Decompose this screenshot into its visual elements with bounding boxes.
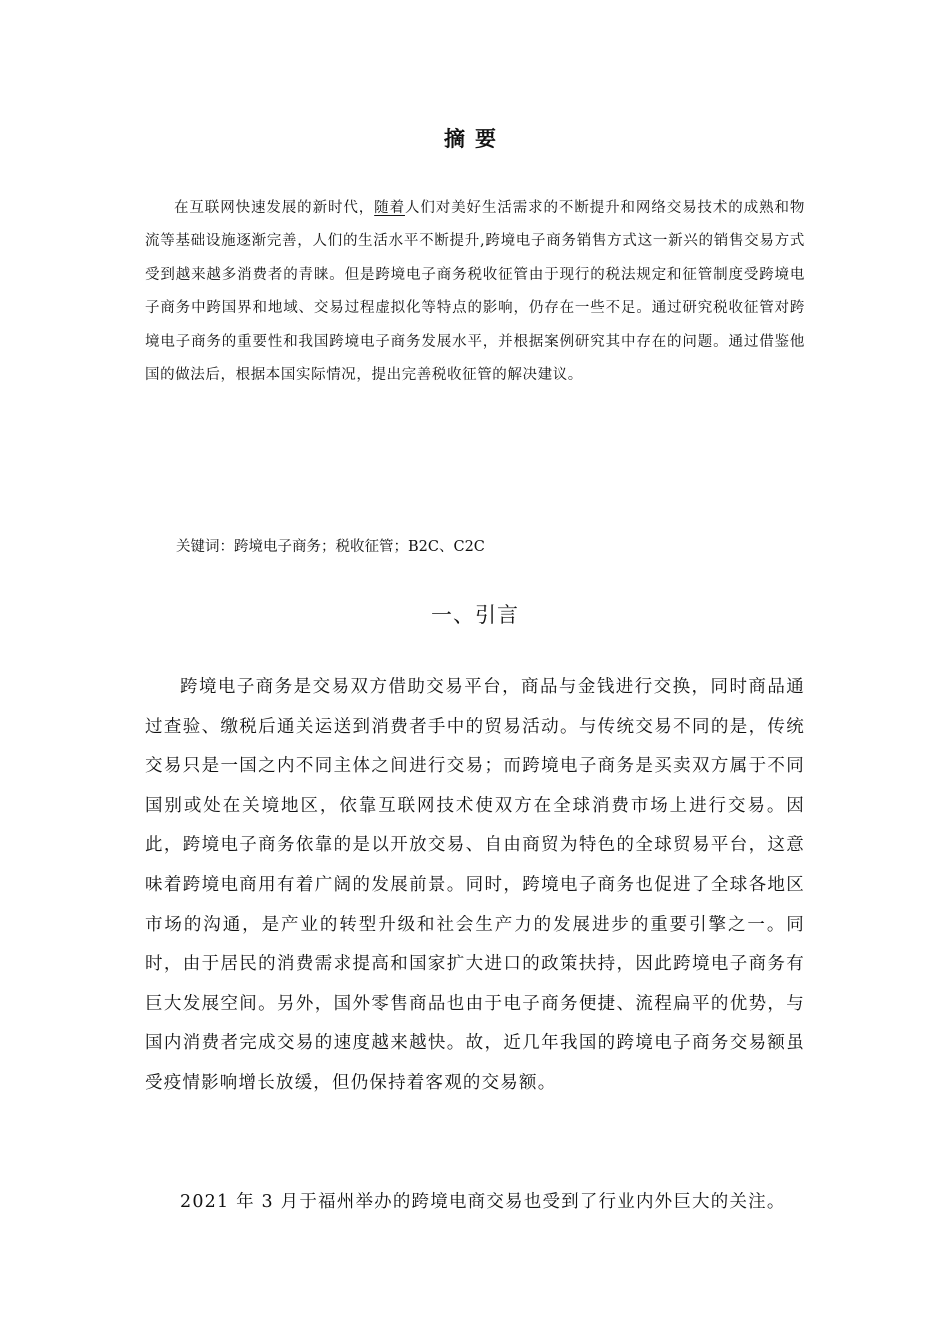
abstract-title: 摘要 (444, 127, 506, 151)
introduction-paragraph-2: 2021 年 3 月于福州举办的跨境电商交易也受到了行业内外巨大的关注。 (180, 1192, 786, 1212)
abstract-text-rest: 人们对美好生活需求的不断提升和网络交易技术的成熟和物流等基础设施逐渐完善，人们的生活水平不断提升,跨境电子商务销售方式这一新兴的销售交易方式受到越来越多消费者的青睐。但是跨境电子商务税收征管由于现行的税法规定和征管制度受跨境电子商务中跨国界和地域、交易过程虚拟化等特点的影响，仍存在一些不足。通过研究税收征管对跨境电子商务的重要性和我国跨境电子商务发展水平，并根据案例研究其中存在的问题。通过借鉴他国的做法后，根据本国实际情况，提出完善税收征管的解决建议。 (145, 200, 805, 384)
keywords-values: 跨境电子商务；税收征管；B2C、C2C (234, 539, 485, 555)
abstract-paragraph (145, 192, 805, 392)
abstract-underlined-word: 随着 (374, 200, 405, 216)
introduction-paragraph-1: 跨境电子商务是交易双方借助交易平台，商品与金钱进行交换，同时商品通过查验、缴税后通关运送到消费者手中的贸易活动。与传统交易不同的是，传统交易只是一国之内不同主体之间进行交易；而跨境电子商务是买卖双方属于不同国别或处在关境地区，依靠互联网技术使双方在全球消费市场上进行交易。因此，跨境电子商务依靠的是以开放交易、自由商贸为特色的全球贸易平台，这意味着跨境电商用有着广阔的发展前景。同时，跨境电子商务也促进了全球各地区市场的沟通，是产业的转型升级和社会生产力的发展进步的重要引擎之一。同时，由于居民的消费需求提高和国家扩大进口的政策扶持，因此跨境电子商务有巨大发展空间。另外，国外零售商品也由于电子商务便捷、流程扁平的优势，与国内消费者完成交易的速度越来越快。故，近几年我国的跨境电子商务交易额虽受疫情影响增长放缓，但仍保持着客观的交易额。 (145, 677, 805, 1093)
keywords-line (176, 532, 806, 562)
abstract-text-start: 在互联网快速发展的新时代， (174, 200, 375, 216)
keywords-label: 关键词： (176, 539, 234, 555)
section-title-introduction: 一、引言 (431, 603, 519, 627)
